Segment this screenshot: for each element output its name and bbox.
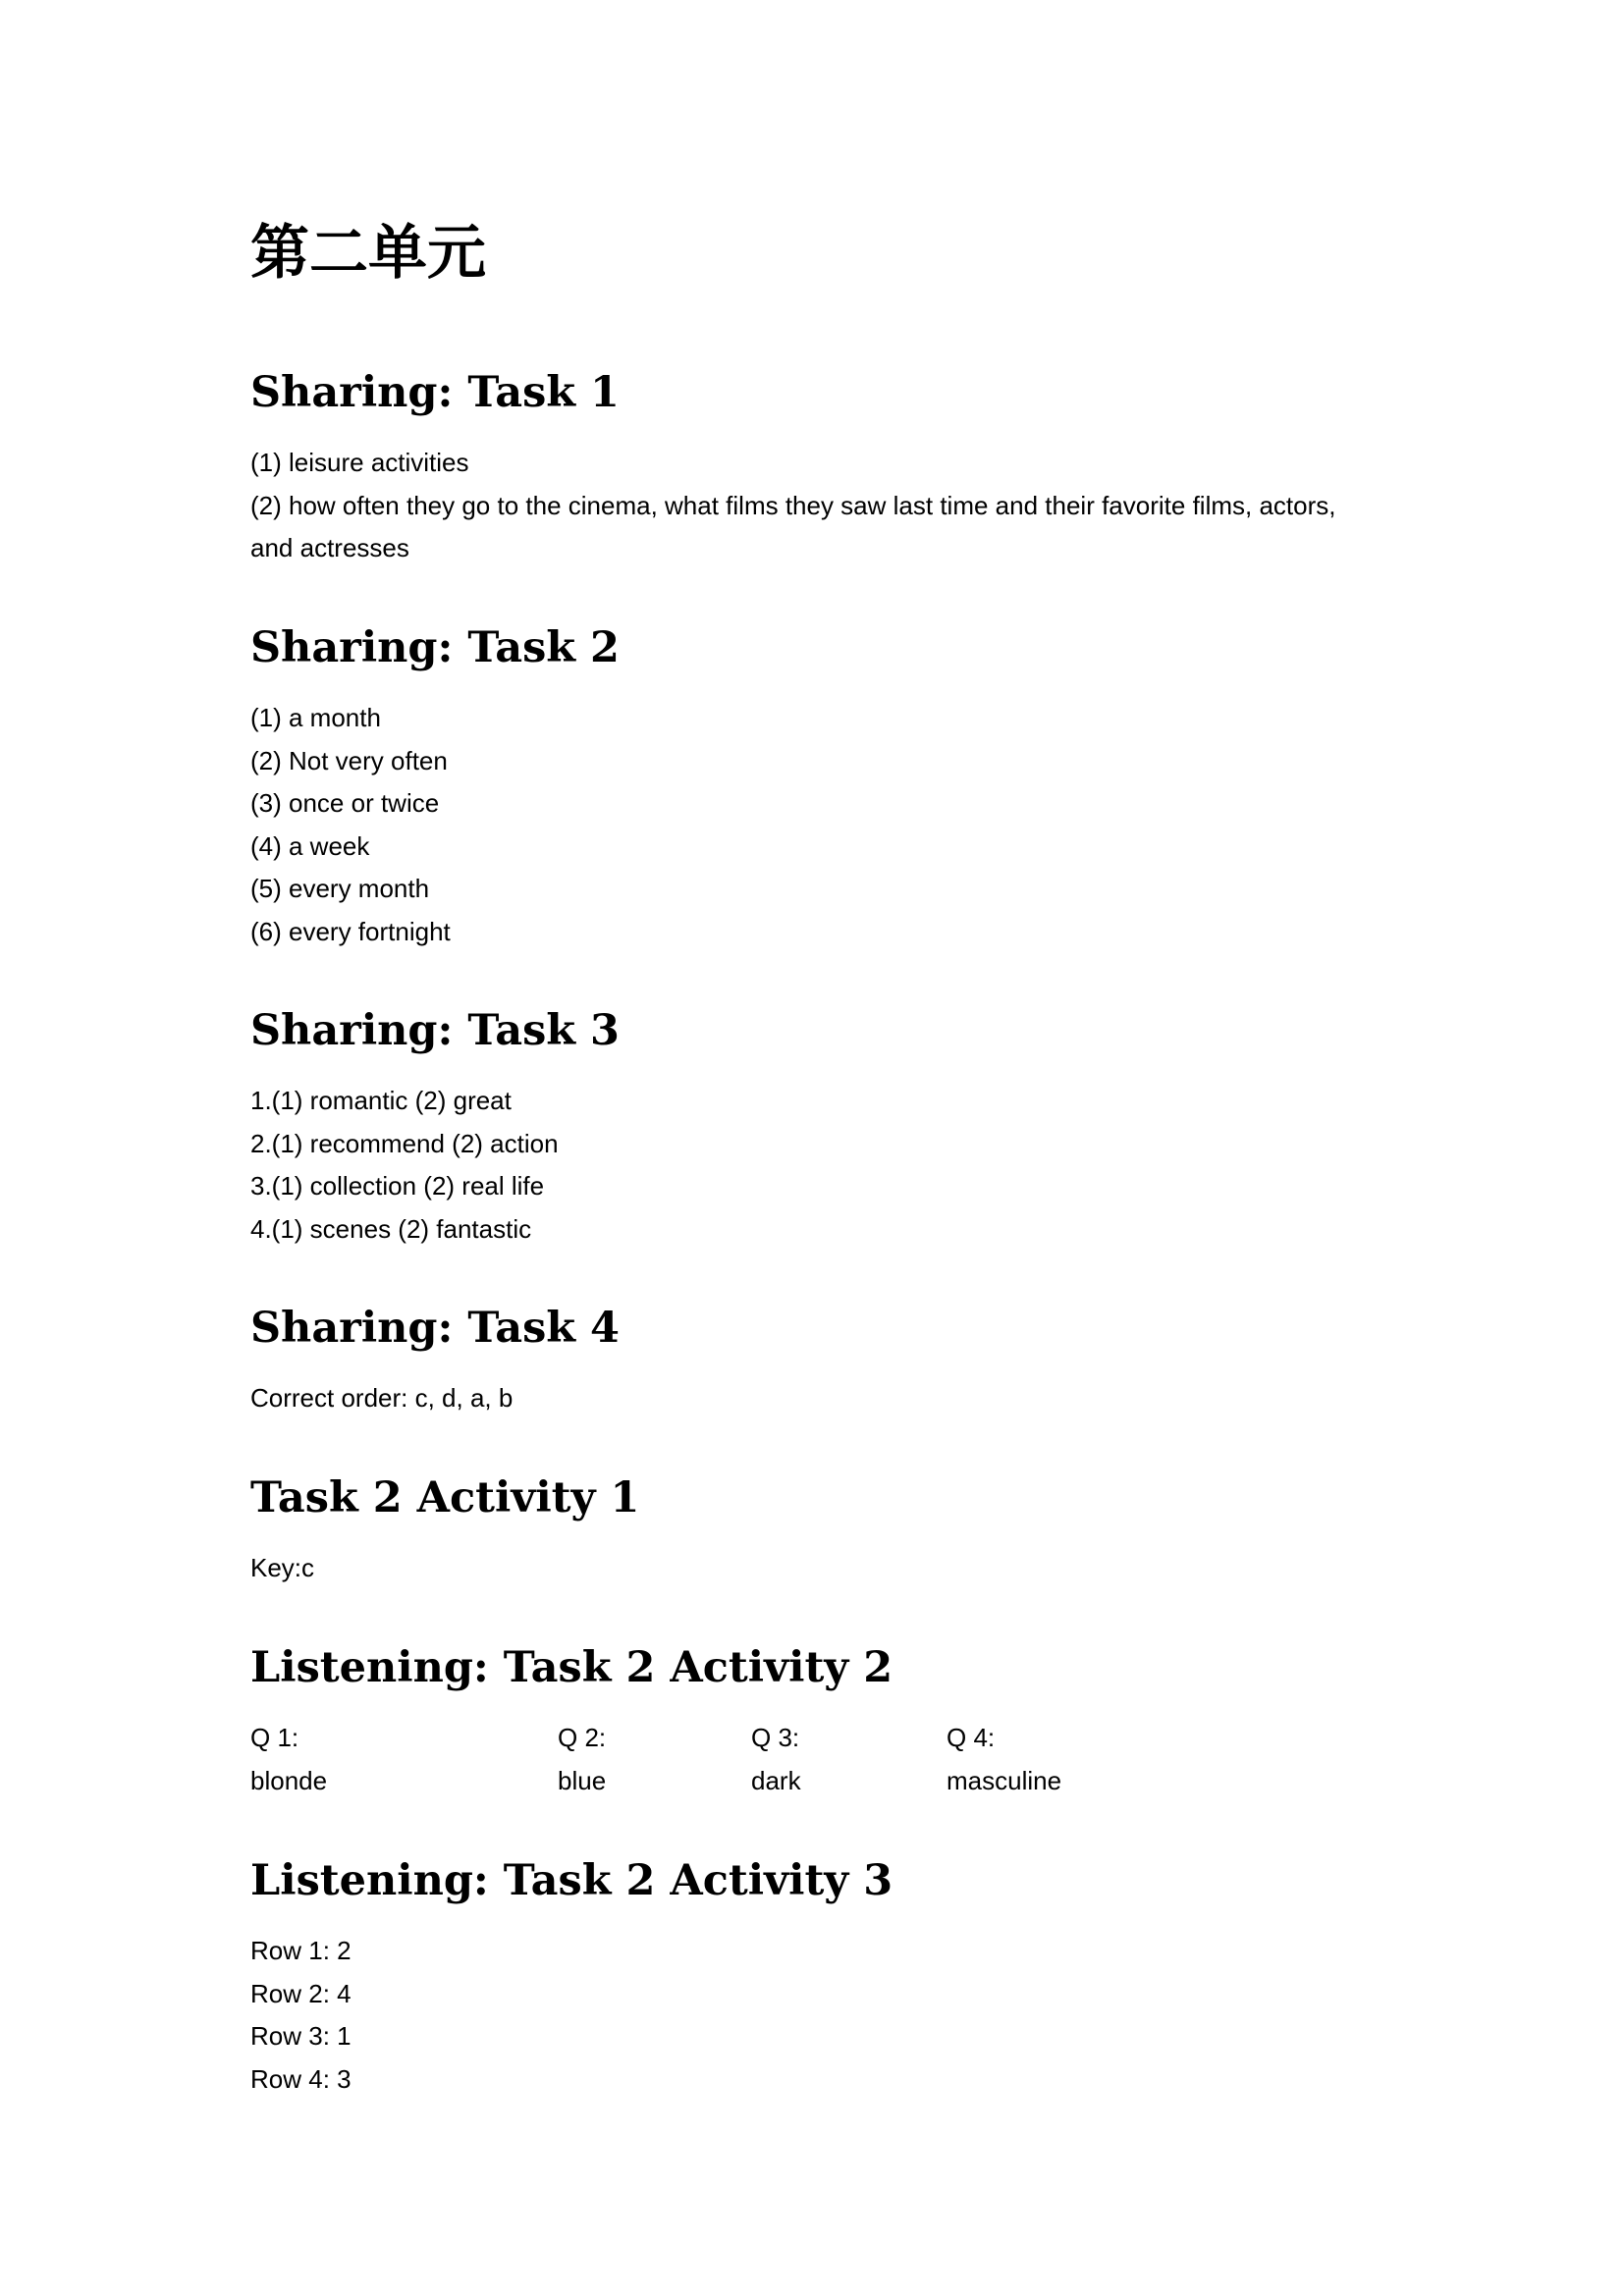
answer-line: (1) leisure activities	[250, 448, 469, 477]
answer-line: Key:c	[250, 1553, 315, 1582]
answer-line: Row 4: 3	[250, 2063, 352, 2094]
answer-column	[558, 1717, 606, 1802]
answer-line: 2.(1) recommend (2) action	[250, 1128, 559, 1158]
section-heading: Listening: Task 2 Activity 3	[250, 1856, 893, 1905]
question-label: Q 2:	[558, 1723, 607, 1752]
answer-value: dark	[751, 1765, 801, 1795]
answer-line: (3) once or twice	[250, 788, 440, 818]
answer-line: (6) every fortnight	[250, 916, 451, 946]
answer-line: (5) every month	[250, 874, 430, 903]
question-label: Q 4:	[947, 1723, 996, 1752]
question-label: Q 1:	[250, 1723, 299, 1752]
answer-value: blue	[558, 1765, 607, 1795]
section-heading: Sharing: Task 4	[250, 1304, 620, 1353]
section-listening-task-2-activity-3	[250, 1851, 1429, 2101]
answer-line: (1) a month	[250, 703, 381, 732]
answer-line: and actresses	[250, 533, 409, 562]
answer-column	[947, 1717, 1061, 1802]
section-task-2-activity-1	[250, 1468, 1429, 1590]
answer-grid	[250, 1717, 1429, 1802]
section-listening-task-2-activity-2	[250, 1638, 1429, 1802]
answer-line: Row 3: 1	[250, 2021, 352, 2051]
section-heading: Sharing: Task 2	[250, 623, 620, 672]
answer-line: (4) a week	[250, 830, 370, 861]
answer-line: 4.(1) scenes (2) fantastic	[250, 1213, 532, 1244]
answer-line: (2) Not very often	[250, 745, 448, 775]
section-sharing-task-1	[250, 363, 1429, 570]
answer-column	[250, 1717, 327, 1802]
answer-line: (2) how often they go to the cinema, what films they saw last time and their favorite films, actors,	[250, 490, 1336, 520]
answer-line: Row 2: 4	[250, 1978, 352, 2008]
section-sharing-task-3	[250, 1001, 1429, 1251]
answer-value: blonde	[250, 1765, 328, 1795]
unit-title: 第二单元	[250, 219, 486, 288]
section-heading: Sharing: Task 1	[250, 368, 620, 417]
section-sharing-task-2	[250, 618, 1429, 953]
answer-value: masculine	[947, 1765, 1062, 1795]
answer-column	[751, 1717, 801, 1802]
section-heading: Listening: Task 2 Activity 2	[250, 1643, 893, 1692]
answer-line: Correct order: c, d, a, b	[250, 1383, 514, 1413]
answer-line: Row 1: 2	[250, 1936, 352, 1965]
section-heading: Sharing: Task 3	[250, 1006, 620, 1055]
answer-line: 3.(1) collection (2) real life	[250, 1171, 545, 1201]
section-heading: Task 2 Activity 1	[250, 1473, 640, 1522]
section-sharing-task-4	[250, 1299, 1429, 1420]
answer-line: 1.(1) romantic (2) great	[250, 1086, 512, 1115]
question-label: Q 3:	[751, 1723, 800, 1752]
